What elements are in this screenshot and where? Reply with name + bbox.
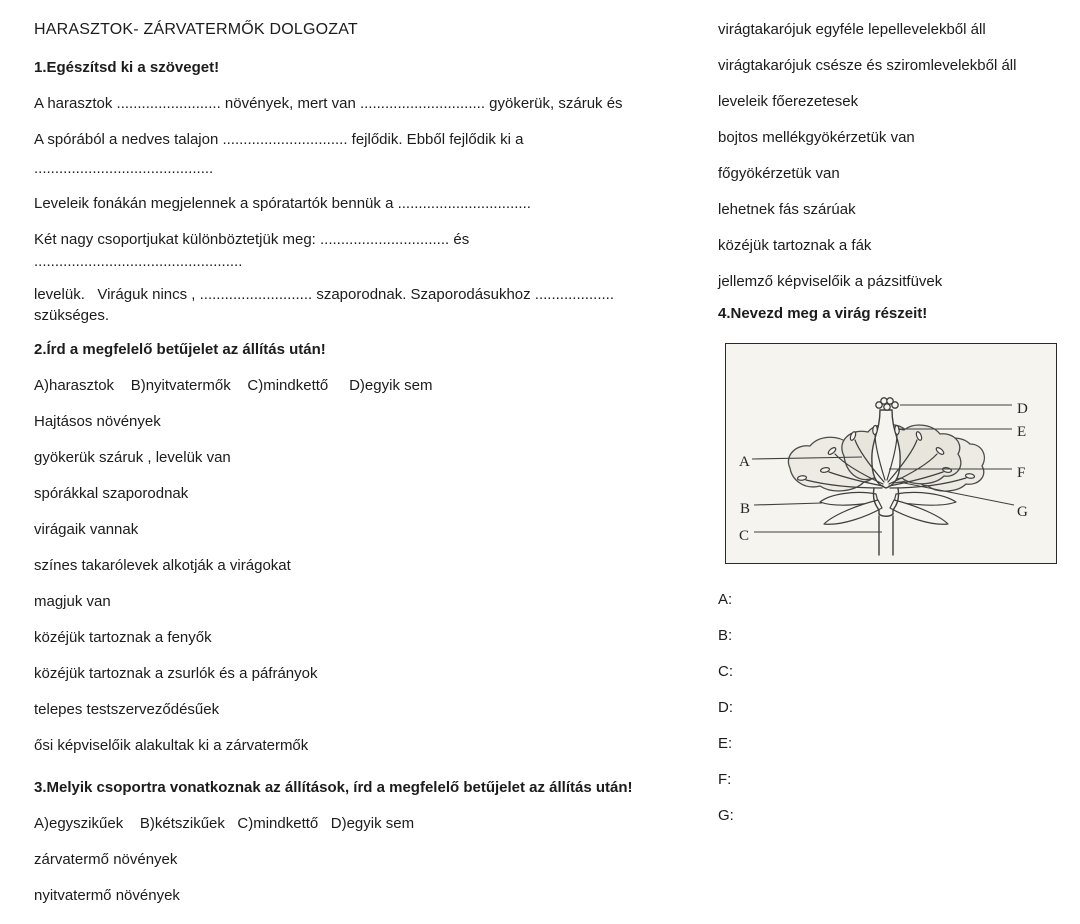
q3-statement: virágtakarójuk csésze és sziromlevelekből áll [718, 57, 1017, 74]
q2-statement: telepes testszerveződésűek [34, 701, 220, 718]
diagram-label-C: C [739, 528, 750, 544]
answer-slot-F: F: [718, 771, 732, 788]
q2-heading: 2.Írd a megfelelő betűjelet az állítás után! [34, 341, 326, 358]
answer-slot-A: A: [718, 591, 733, 608]
q2-statement: ősi képviselőik alakultak ki a zárvatermők [34, 737, 309, 754]
q3-statement: nyitvatermő növények [34, 887, 180, 904]
q1-line-2: A spórából a nedves talajon .............................. fejlődik. Ebből fejlődik ki a [34, 131, 524, 148]
q3-statement: zárvatermő növények [34, 851, 178, 868]
answer-slot-C: C: [718, 663, 733, 680]
diagram-label-F: F [1017, 465, 1026, 481]
q1-blank-line-1: ........................................... [34, 160, 214, 177]
answer-slot-E: E: [718, 735, 733, 752]
q1-blank-line-2: .................................................. [34, 253, 243, 270]
q3-statement: lehetnek fás szárúak [718, 201, 856, 218]
q2-options: A)harasztok B)nyitvatermők C)mindkettő D)egyik sem [34, 377, 433, 394]
answer-slot-B: B: [718, 627, 733, 644]
q1-line-1: A harasztok ......................... növények, mert van .............................. gyökerük, száruk és [34, 95, 623, 112]
q3-options: A)egyszikűek B)kétszikűek C)mindkettő D)egyik sem [34, 815, 415, 832]
answer-slot-D: D: [718, 699, 733, 716]
page-title: HARASZTOK- ZÁRVATERMŐK DOLGOZAT [34, 21, 358, 38]
sepals [820, 492, 956, 524]
q2-statement: közéjük tartoznak a zsurlók és a páfrányok [34, 665, 318, 682]
q2-statement: színes takarólevek alkotják a virágokat [34, 557, 291, 574]
diagram-label-D: D [1017, 401, 1028, 417]
q3-heading: 3.Melyik csoportra vonatkoznak az állítások, írd a megfelelő betűjelet az állítás után! [34, 779, 633, 796]
q4-heading: 4.Nevezd meg a virág részeit! [718, 305, 928, 322]
q3-statement: virágtakarójuk egyféle lepellevelekből áll [718, 21, 986, 38]
q3-statement: jellemző képviselőik a pázsitfüvek [718, 273, 943, 290]
q1-line-6: szükséges. [34, 307, 110, 324]
left-column [34, 22, 702, 924]
q1-line-5: levelük. Viráguk nincs , ........................... szaporodnak. Szaporodásukhoz ................... [34, 286, 614, 303]
right-column [718, 22, 1074, 844]
q3-statement: bojtos mellékgyökérzetük van [718, 129, 915, 146]
stigma [876, 398, 898, 410]
pistil [872, 410, 900, 488]
diagram-label-E: E [1017, 424, 1027, 440]
q2-statement: Hajtásos növények [34, 413, 161, 430]
q2-statement: közéjük tartoznak a fenyők [34, 629, 212, 646]
flower-drawing [726, 344, 1055, 562]
q2-statement: gyökerük száruk , levelük van [34, 449, 231, 466]
q2-statement: virágaik vannak [34, 521, 139, 538]
q3-statement: főgyökérzetük van [718, 165, 840, 182]
diagram-label-G: G [1017, 504, 1028, 520]
answer-slot-G: G: [718, 807, 734, 824]
flower-diagram [725, 343, 1057, 564]
diagram-label-A: A [739, 454, 750, 470]
q1-line-4: Két nagy csoportjukat különböztetjük meg: ............................... és [34, 231, 470, 248]
q3-statement: leveleik főerezetesek [718, 93, 859, 110]
q2-statement: magjuk van [34, 593, 111, 610]
q1-line-3: Leveleik fonákán megjelennek a spóratartók bennük a ................................ [34, 195, 531, 212]
q3-statement: közéjük tartoznak a fák [718, 237, 872, 254]
q2-statement: spórákkal szaporodnak [34, 485, 189, 502]
q1-heading: 1.Egészítsd ki a szöveget! [34, 59, 220, 76]
diagram-label-B: B [740, 501, 751, 517]
